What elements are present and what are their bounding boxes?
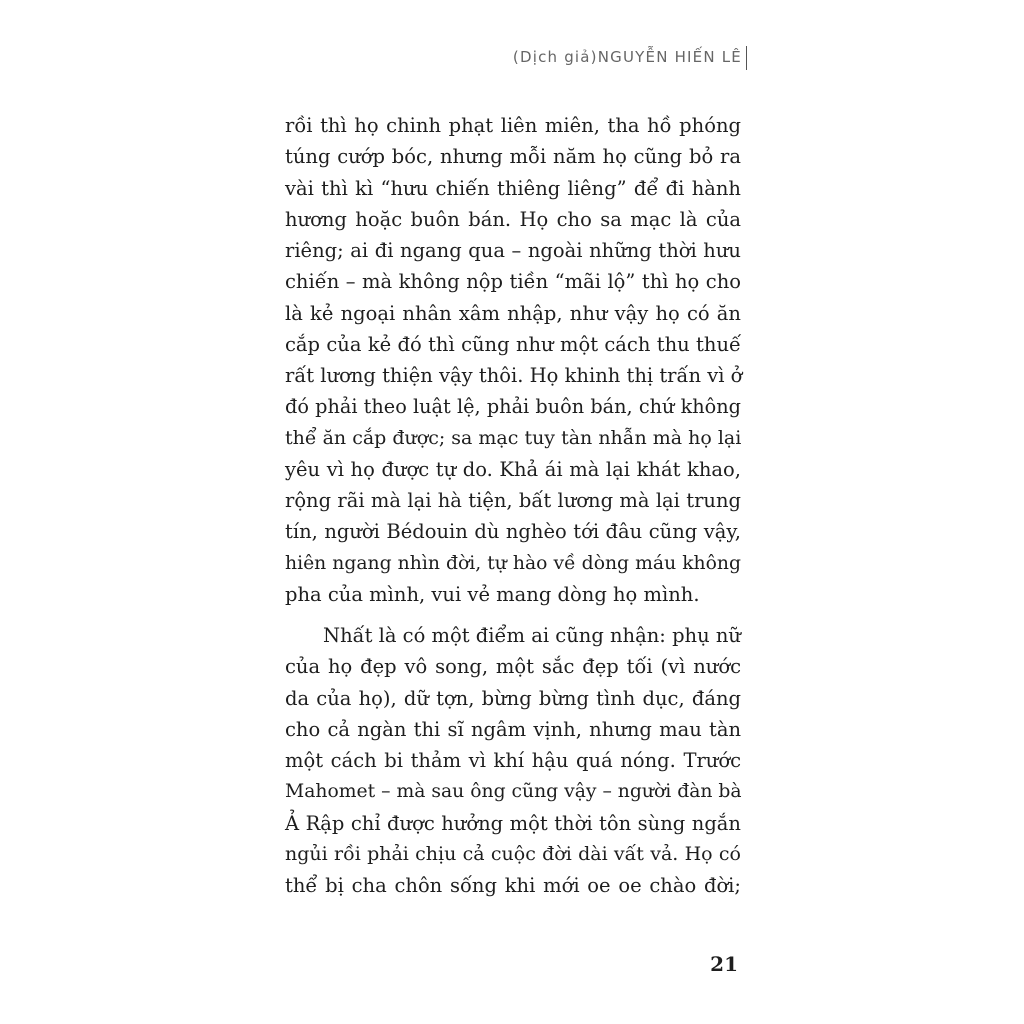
text-line: thể bị cha chôn sống khi mới oe oe chào đời; [285,874,741,897]
text-line: đó phải theo luật lệ, phải buôn bán, chứ không [285,395,741,419]
text-line: vài thì kì “hưu chiến thiêng liêng” để đi hành [285,176,741,200]
header-divider [746,46,747,70]
text-line: là kẻ ngoại nhân xâm nhập, như vậy họ có ăn [285,301,741,325]
text-line: rộng rãi mà lại hà tiện, bất lương mà lại trung [285,489,741,512]
text-line: của họ đẹp vô song, một sắc đẹp tối (vì nước [285,655,741,679]
text-line: hiên ngang nhìn đời, tự hào về dòng máu không [285,552,741,574]
text-line: cho cả ngàn thi sĩ ngâm vịnh, nhưng mau tàn [285,717,741,741]
paragraph-1 [285,110,741,610]
text-line: rồi thì họ chinh phạt liên miên, tha hồ phóng [285,114,741,137]
text-line: Mahomet – mà sau ông cũng vậy – người đàn bà [285,781,742,803]
text-line: hương hoặc buôn bán. Họ cho sa mạc là của [285,207,741,231]
text-line: rất lương thiện vậy thôi. Họ khinh thị trấn vì ở [285,364,743,387]
text-line: Nhất là có một điểm ai cũng nhận: phụ nữ [323,624,741,647]
body-text [285,110,741,901]
paragraph-spacer [285,610,741,620]
text-line: chiến – mà không nộp tiền “mãi lộ” thì họ cho [285,270,741,294]
text-line: ngủi rồi phải chịu cả cuộc đời dài vất vả. Họ có [285,842,741,865]
text-line: Ả Rập chỉ được hưởng một thời tôn sùng ngắn [285,811,741,835]
text-line: một cách bi thảm vì khí hậu quá nóng. Trước [285,749,741,772]
text-line: cắp của kẻ đó thì cũng như một cách thu thuế [285,332,741,356]
running-header: (Dịch giả)NGUYỄN HIẾN LÊ [512,48,742,66]
text-line: tín, người Bédouin dù nghèo tới đâu cũng vậy, [285,520,741,544]
text-line: da của họ), dữ tợn, bừng bừng tình dục, đáng [285,686,741,710]
text-line: riêng; ai đi ngang qua – ngoài những thời hưu [285,239,741,262]
text-line: thể ăn cắp được; sa mạc tuy tàn nhẫn mà họ lại [285,426,742,449]
page-number: 21 [710,952,738,976]
paragraph-2 [285,620,741,901]
text-line: yêu vì họ được tự do. Khả ái mà lại khát khao, [285,457,741,481]
text-line: túng cướp bóc, nhưng mỗi năm họ cũng bỏ ra [285,145,741,169]
text-line: pha của mình, vui vẻ mang dòng họ mình. [285,582,700,606]
